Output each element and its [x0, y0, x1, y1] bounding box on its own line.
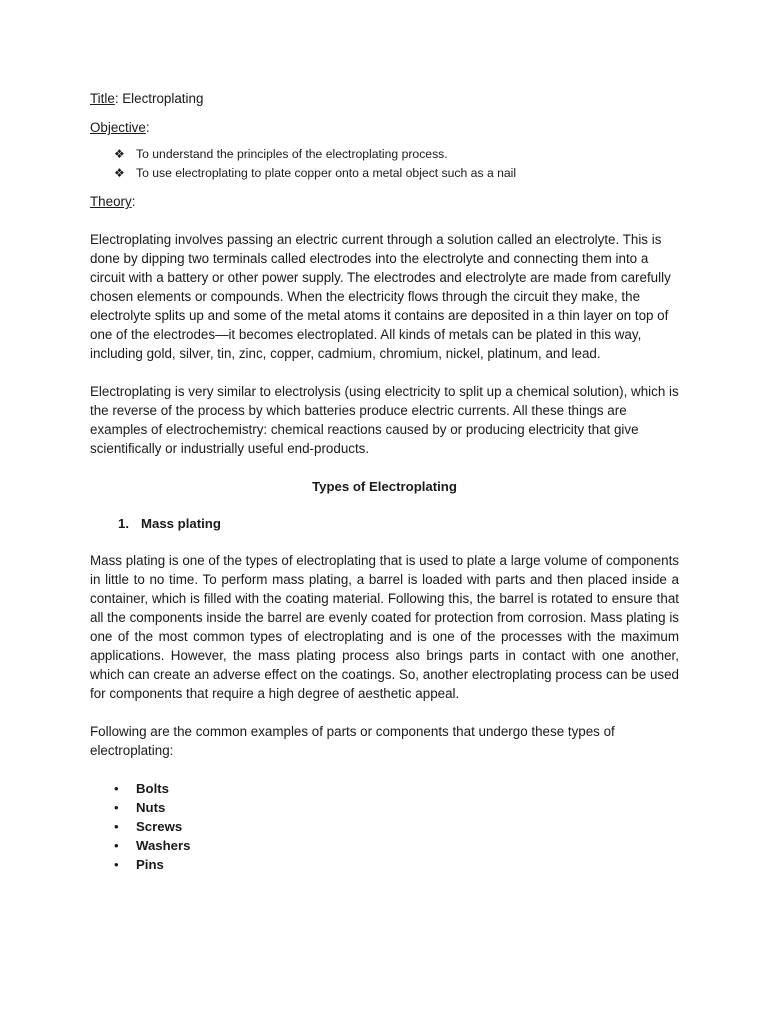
- theory-paragraph-1: Electroplating involves passing an electric current through a solution called an electrolyte. This is done by dipping two terminals called electrodes into the electrolyte and connecting them into a circuit with a battery or other power supply. The electrodes and electrolyte are made from carefully chosen elements or compounds. When the electricity flows through the circuit they make, the electrolyte splits up and some of the metal atoms it contains are deposited in a thin layer on top of one of the electrodes—it becomes electroplated. All kinds of metals can be plated in this way, including gold, silver, tin, zinc, copper, cadmium, chromium, nickel, platinum, and lead.: [90, 232, 671, 361]
- objective-label: Objective: [90, 120, 146, 135]
- example-text: Washers: [136, 838, 191, 853]
- bullet-icon: •: [114, 800, 119, 815]
- diamond-bullet-icon: ❖: [114, 147, 125, 161]
- section-number: 1.: [118, 516, 129, 531]
- section-title: Mass plating: [141, 516, 221, 531]
- list-item: [90, 164, 679, 183]
- list-item: [90, 145, 679, 164]
- bullet-icon: •: [114, 781, 119, 796]
- list-item: [90, 779, 679, 798]
- types-heading: Types of Electroplating: [312, 479, 457, 494]
- bullet-icon: •: [114, 819, 119, 834]
- list-item: [90, 817, 679, 836]
- diamond-bullet-icon: ❖: [114, 166, 125, 180]
- theory-label: Theory: [90, 194, 132, 209]
- theory-suffix: :: [131, 194, 136, 209]
- title-label: Title: [90, 91, 115, 106]
- title-text: : Electroplating: [114, 91, 204, 106]
- example-text: Screws: [136, 819, 183, 834]
- objective-suffix: :: [145, 120, 150, 135]
- example-text: Nuts: [136, 800, 166, 815]
- list-item: [90, 836, 679, 855]
- objective-heading: [90, 118, 679, 137]
- examples-intro: Following are the common examples of parts or components that undergo these types of electroplating:: [90, 724, 615, 758]
- theory-heading: [90, 192, 679, 211]
- bullet-icon: •: [114, 838, 119, 853]
- example-text: Bolts: [136, 781, 169, 796]
- objective-item-text: To understand the principles of the electroplating process.: [136, 147, 448, 161]
- list-item: [90, 798, 679, 817]
- list-item: [90, 855, 679, 874]
- document-body: [90, 89, 679, 874]
- section-heading-mass-plating: [90, 514, 679, 533]
- theory-paragraph-2: Electroplating is very similar to electrolysis (using electricity to split up a chemical solution), which is the reverse of the process by which batteries produce electric currents. All these things are examples of electrochemistry: chemical reactions caused by or producing electricity that give scientifically or industrially useful end-products.: [90, 384, 679, 456]
- objective-item-text: To use electroplating to plate copper onto a metal object such as a nail: [136, 166, 517, 180]
- objective-list: [90, 145, 679, 183]
- examples-list: [90, 779, 679, 874]
- example-text: Pins: [136, 857, 164, 872]
- bullet-icon: •: [114, 857, 119, 872]
- title-line: [90, 89, 679, 108]
- mass-plating-paragraph: Mass plating is one of the types of electroplating that is used to plate a large volume of components in little to no time. To perform mass plating, a barrel is loaded with parts and then placed inside a container, which is filled with the coating material. Following this, the barrel is rotated to ensure that all the components inside the barrel are evenly coated for protection from corrosion. Mass plating is one of the most common types of electroplating and is one of the processes with the maximum applications. However, the mass plating process also brings parts in contact with one another, which can create an adverse effect on the coatings. So, another electroplating process can be used for components that require a high degree of aesthetic appeal.: [90, 553, 679, 701]
